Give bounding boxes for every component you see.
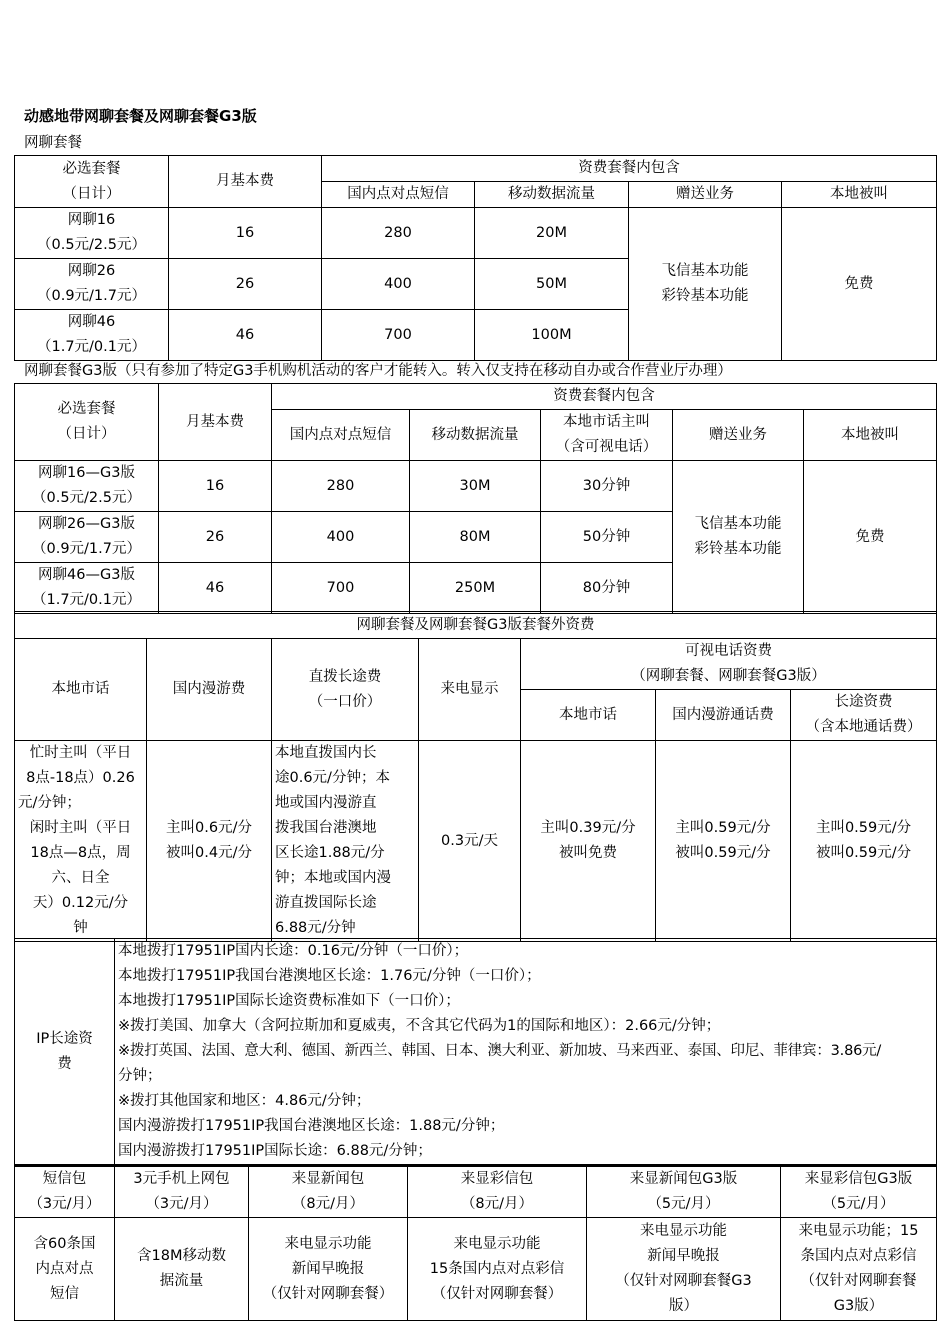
table-row	[15, 208, 937, 259]
table-row	[15, 1218, 937, 1321]
gift-services: 飞信基本功能 彩铃基本功能	[629, 208, 782, 361]
monthly-fee: 46	[169, 310, 322, 361]
table-row	[15, 741, 937, 942]
table-row	[15, 939, 937, 1165]
package-news-content: 来电显示功能 新闻早晚报 （仅针对网聊套餐）	[249, 1218, 408, 1321]
extra-fees-title: 网聊套餐及网聊套餐G3版套餐外资费	[15, 612, 937, 639]
header-video-call: 可视电话资费 （网聊套餐、网聊套餐G3版）	[521, 639, 937, 690]
header-required-package: 必选套餐 （日计）	[15, 384, 159, 461]
header-sms: 国内点对点短信	[322, 182, 475, 208]
table-row	[15, 1166, 937, 1218]
ip-fee-details: 本地拨打17951IP国内长途：0.16元/分钟（一口价）； 本地拨打17951IP我国台港澳地区长途：1.76元/分钟（一口价）； 本地拨打17951IP国际长途资费标准如下（一口价）； ※拨打美国、加拿大（含阿拉斯加和夏威夷，不含其它代码为1的国际和地区）：2.66元/分钟； ※拨打英国、法国、意大利、德国、新西兰、韩国、日本、澳大利亚、新加坡、马来西亚、泰国、印尼、菲律宾：3.86元/ 分钟； ※拨打其他国家和地区：4.86元/分钟； 国内漫游拨打17951IP我国台港澳地区长途：1.88元/分钟； 国内漫游拨打17951IP国际长途：6.88元/分钟；	[115, 939, 937, 1165]
section-label-wangliao: 网聊套餐	[24, 135, 82, 151]
sms-count: 280	[322, 208, 475, 259]
sms-count: 400	[272, 512, 410, 563]
data-volume: 80M	[410, 512, 541, 563]
caller-id-fee: 0.3元/天	[419, 741, 521, 942]
gift-services: 飞信基本功能 彩铃基本功能	[673, 461, 804, 614]
header-caller-id: 来电显示	[419, 639, 521, 741]
package-mms-content: 来电显示功能 15条国内点对点彩信 （仅针对网聊套餐）	[408, 1218, 587, 1321]
video-local-fees: 主叫0.39元/分 被叫免费	[521, 741, 656, 942]
header-monthly-fee: 月基本费	[169, 156, 322, 208]
header-roaming: 国内漫游费	[147, 639, 272, 741]
package-mms-g3-content: 来电显示功能；15 条国内点对点彩信 （仅针对网聊套餐 G3版）	[781, 1218, 937, 1321]
header-data: 移动数据流量	[410, 410, 541, 461]
header-monthly-fee: 月基本费	[159, 384, 272, 461]
package-name: 网聊26—G3版 （0.9元/1.7元）	[15, 512, 159, 563]
package-mms: 来显彩信包 （8元/月）	[408, 1166, 587, 1218]
header-video-long: 长途资费 （含本地通话费）	[791, 690, 937, 741]
package-news-g3: 来显新闻包G3版 （5元/月）	[587, 1166, 781, 1218]
monthly-fee: 16	[159, 461, 272, 512]
extra-fees-table	[14, 611, 937, 942]
package-name: 网聊16—G3版 （0.5元/2.5元）	[15, 461, 159, 512]
monthly-fee: 26	[169, 259, 322, 310]
local-called-value: 免费	[782, 208, 937, 361]
monthly-fee: 16	[169, 208, 322, 259]
package-news: 来显新闻包 （8元/月）	[249, 1166, 408, 1218]
package-mobile-internet-content: 含18M移动数 据流量	[115, 1218, 249, 1321]
header-required-package: 必选套餐 （日计）	[15, 156, 169, 208]
section-label-wangliao-g3: 网聊套餐G3版（只有参加了特定G3手机购机活动的客户才能转入。转入仅支持在移动自办或合作营业厅办理）	[24, 363, 732, 379]
header-video-roaming: 国内漫游通话费	[656, 690, 791, 741]
header-included: 资费套餐内包含	[272, 384, 937, 410]
package-mobile-internet: 3元手机上网包 （3元/月）	[115, 1166, 249, 1218]
header-local-called: 本地被叫	[782, 182, 937, 208]
data-volume: 100M	[475, 310, 629, 361]
roaming-fees: 主叫0.6元/分 被叫0.4元/分	[147, 741, 272, 942]
header-video-local: 本地市话	[521, 690, 656, 741]
header-data: 移动数据流量	[475, 182, 629, 208]
package-mms-g3: 来显彩信包G3版 （5元/月）	[781, 1166, 937, 1218]
wangliao-package-table	[14, 155, 937, 361]
package-news-g3-content: 来电显示功能 新闻早晚报 （仅针对网聊套餐G3 版）	[587, 1218, 781, 1321]
call-minutes: 30分钟	[541, 461, 673, 512]
ip-label: IP长途资 费	[15, 939, 115, 1165]
addon-packages-table	[14, 1164, 937, 1321]
ip-long-distance-table	[14, 938, 937, 1165]
monthly-fee: 46	[159, 563, 272, 614]
call-minutes: 50分钟	[541, 512, 673, 563]
header-local-call: 本地市话	[15, 639, 147, 741]
package-sms: 短信包 （3元/月）	[15, 1166, 115, 1218]
package-name: 网聊46—G3版 （1.7元/0.1元）	[15, 563, 159, 614]
wangliao-g3-package-table	[14, 383, 937, 614]
header-gift: 赠送业务	[673, 410, 804, 461]
monthly-fee: 26	[159, 512, 272, 563]
package-name: 网聊46 （1.7元/0.1元）	[15, 310, 169, 361]
sms-count: 700	[322, 310, 475, 361]
sms-count: 280	[272, 461, 410, 512]
long-distance-fees: 本地直拨国内长 途0.6元/分钟；本 地或国内漫游直 拨我国台港澳地 区长途1.88元/分 钟；本地或国内漫 游直拨国际长途 6.88元/分钟	[272, 741, 419, 942]
header-local-called: 本地被叫	[804, 410, 937, 461]
data-volume: 30M	[410, 461, 541, 512]
sms-count: 400	[322, 259, 475, 310]
data-volume: 250M	[410, 563, 541, 614]
header-included: 资费套餐内包含	[322, 156, 937, 182]
package-sms-content: 含60条国 内点对点 短信	[15, 1218, 115, 1321]
data-volume: 20M	[475, 208, 629, 259]
local-call-fees: 忙时主叫（平日 8点-18点）0.26 元/分钟； 闲时主叫（平日 18点—8点，周 六、日全 天）0.12元/分 钟	[15, 741, 147, 942]
header-long-distance: 直拨长途费 （一口价）	[272, 639, 419, 741]
package-name: 网聊16 （0.5元/2.5元）	[15, 208, 169, 259]
video-long-fees: 主叫0.59元/分 被叫0.59元/分	[791, 741, 937, 942]
header-sms: 国内点对点短信	[272, 410, 410, 461]
local-called-value: 免费	[804, 461, 937, 614]
header-gift: 赠送业务	[629, 182, 782, 208]
table-row	[15, 461, 937, 512]
header-local-call: 本地市话主叫 （含可视电话）	[541, 410, 673, 461]
video-roaming-fees: 主叫0.59元/分 被叫0.59元/分	[656, 741, 791, 942]
document-title: 动感地带网聊套餐及网聊套餐G3版	[24, 107, 257, 125]
call-minutes: 80分钟	[541, 563, 673, 614]
data-volume: 50M	[475, 259, 629, 310]
sms-count: 700	[272, 563, 410, 614]
package-name: 网聊26 （0.9元/1.7元）	[15, 259, 169, 310]
